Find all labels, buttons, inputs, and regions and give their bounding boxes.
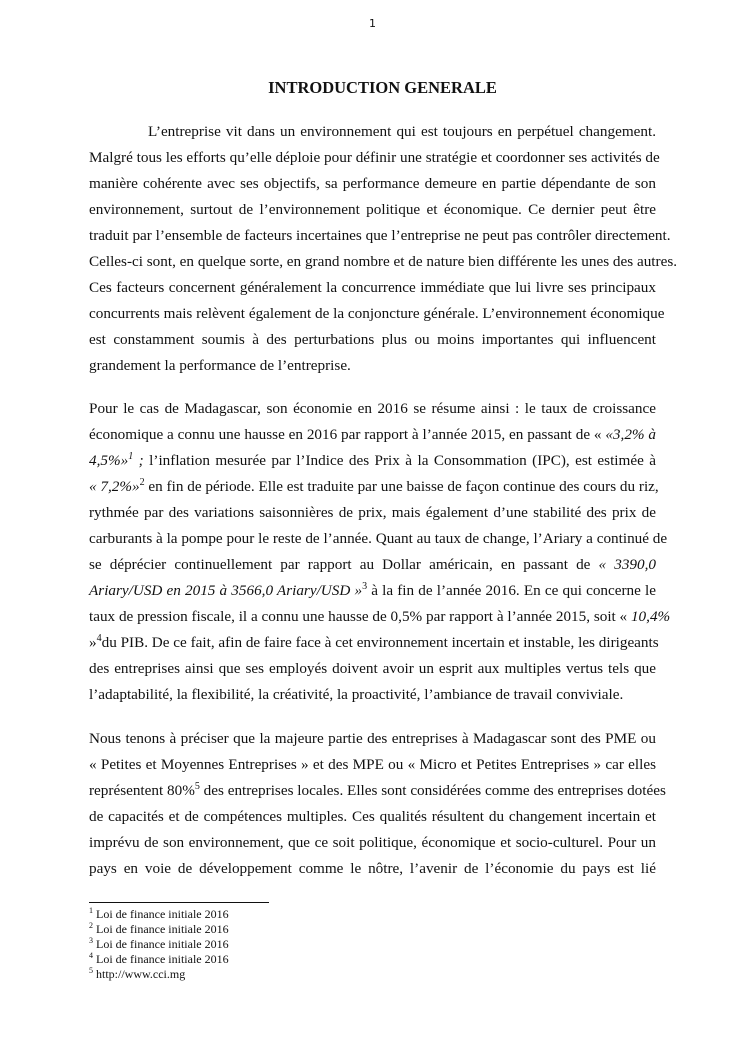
footnote-reference: 1 bbox=[128, 450, 134, 462]
text-line bbox=[89, 327, 656, 353]
text-line bbox=[89, 448, 656, 474]
footnote-reference: 4 bbox=[96, 632, 102, 644]
text-line bbox=[89, 552, 656, 578]
text-segment: Nous tenons à préciser que la majeure partie des entreprises à Madagascar sont des PME ou bbox=[89, 730, 656, 747]
page-title: INTRODUCTION GENERALE bbox=[268, 78, 497, 97]
text-line bbox=[89, 830, 656, 856]
text-segment: à la fin de l’année 2016. En ce qui concerne le bbox=[367, 582, 656, 599]
footnote bbox=[89, 937, 229, 952]
text-segment: des entreprises ainsi que ses employés doivent avoir un esprit aux multiples vertus tels que bbox=[89, 660, 656, 677]
text-segment: du PIB. De ce fait, afin de faire face à cet environnement incertain et instable, les dirigeants bbox=[101, 634, 659, 651]
text-segment: l’inflation mesurée par l’Indice des Prix à la Consommation (IPC), est estimée à bbox=[143, 452, 656, 469]
text-line bbox=[89, 422, 656, 448]
text-line bbox=[89, 656, 656, 682]
text-segment: » bbox=[89, 634, 97, 651]
footnote-number: 5 bbox=[89, 966, 93, 975]
text-line bbox=[89, 604, 671, 630]
footnote-text: Loi de finance initiale 2016 bbox=[96, 937, 229, 951]
text-segment: environnement, surtout de l’environnement politique et économique. Ce dernier peut être bbox=[89, 201, 656, 218]
text-segment: concurrents mais relèvent également de la conjoncture générale. L’environnement économique bbox=[89, 305, 665, 322]
footnote-number: 1 bbox=[89, 906, 93, 915]
text-segment: Ariary/USD en 2015 à 3566,0 Ariary/USD » bbox=[89, 582, 363, 599]
text-line bbox=[89, 526, 668, 552]
paragraph-2 bbox=[89, 396, 671, 708]
paragraph-3 bbox=[89, 726, 666, 882]
footnote-reference: 3 bbox=[362, 580, 368, 592]
text-segment: Pour le cas de Madagascar, son économie en 2016 se résume ainsi : le taux de croissance bbox=[89, 400, 656, 417]
text-segment: L’entreprise vit dans un environnement qui est toujours en perpétuel changement. bbox=[148, 123, 656, 140]
footnote-number: 4 bbox=[89, 951, 93, 960]
text-line bbox=[89, 630, 659, 656]
text-line bbox=[89, 171, 656, 197]
text-segment: « Petites et Moyennes Entreprises » et des MPE ou « Micro et Petites Entreprises » car elles bbox=[89, 756, 656, 773]
footnote-text: Loi de finance initiale 2016 bbox=[96, 907, 229, 921]
text-line bbox=[89, 752, 656, 778]
text-line bbox=[89, 301, 665, 327]
text-segment: 4,5%» bbox=[89, 452, 129, 469]
text-line bbox=[89, 778, 666, 804]
text-segment: Malgré tous les efforts qu’elle déploie pour définir une stratégie et coordonner ses activités de bbox=[89, 149, 660, 166]
text-line bbox=[89, 682, 656, 708]
text-segment: représentent 80% bbox=[89, 782, 195, 799]
footnote[interactable] bbox=[89, 967, 229, 982]
footnote-text: Loi de finance initiale 2016 bbox=[96, 922, 229, 936]
text-segment: Celles-ci sont, en quelque sorte, en grand nombre et de nature bien différente les unes des autres. bbox=[89, 253, 678, 270]
footnotes bbox=[89, 907, 229, 982]
text-segment: « 3390,0 bbox=[598, 556, 656, 573]
text-segment: rythmée par des variations saisonnières de prix, mais également d’une stabilité des prix de bbox=[89, 504, 656, 521]
footnote-number: 2 bbox=[89, 921, 93, 930]
text-line bbox=[89, 804, 656, 830]
text-line bbox=[89, 249, 678, 275]
text-segment: ; bbox=[133, 452, 144, 469]
text-segment: grandement la performance de l’entreprise. bbox=[89, 357, 351, 374]
text-segment: est constamment soumis à des perturbations plus ou moins importantes qui influencent bbox=[89, 331, 656, 348]
text-segment: en fin de période. Elle est traduite par une baisse de façon continue des cours du riz, bbox=[144, 478, 659, 495]
footnote-separator bbox=[89, 902, 269, 903]
text-segment: des entreprises locales. Elles sont considérées comme des entreprises dotées bbox=[199, 782, 666, 799]
text-line bbox=[89, 474, 659, 500]
text-line bbox=[89, 197, 656, 223]
footnote-reference: 5 bbox=[194, 780, 200, 792]
text-segment: taux de pression fiscale, il a connu une hausse de 0,5% par rapport à l’année 2015, soit « bbox=[89, 608, 631, 625]
text-segment: pays en voie de développement comme le nôtre, l’avenir de l’économie du pays est lié bbox=[89, 860, 656, 877]
text-line bbox=[89, 500, 656, 526]
text-segment: de capacités et de compétences multiples. Ces qualités résultent du changement incertain et bbox=[89, 808, 656, 825]
footnote-reference: 2 bbox=[139, 476, 145, 488]
text-line bbox=[89, 396, 656, 422]
text-segment: économique a connu une hausse en 2016 par rapport à l’année 2015, en passant de « bbox=[89, 426, 606, 443]
text-line bbox=[89, 578, 656, 604]
text-segment: se déprécier continuellement par rapport au Dollar américain, en passant de bbox=[89, 556, 599, 573]
text-segment: « 7,2%» bbox=[89, 478, 140, 495]
text-line bbox=[89, 275, 656, 301]
page-number: 1 bbox=[369, 17, 376, 30]
text-line bbox=[89, 726, 656, 752]
text-segment: Ces facteurs concernent généralement la concurrence immédiate que lui livre ses principaux bbox=[89, 279, 656, 296]
footnote-number: 3 bbox=[89, 936, 93, 945]
text-segment: l’adaptabilité, la flexibilité, la créativité, la proactivité, l’ambiance de travail conviviale. bbox=[89, 686, 624, 703]
text-line bbox=[89, 145, 660, 171]
footnote bbox=[89, 952, 229, 967]
text-segment: traduit par l’ensemble de facteurs incertaines que l’entreprise ne peut pas contrôler directement. bbox=[89, 227, 671, 244]
text-line bbox=[89, 119, 656, 145]
footnote bbox=[89, 907, 229, 922]
footnote-text: Loi de finance initiale 2016 bbox=[96, 952, 229, 966]
paragraph-1 bbox=[89, 119, 678, 379]
footnote bbox=[89, 922, 229, 937]
text-segment: manière cohérente avec ses objectifs, sa performance demeure en partie dépendante de son bbox=[89, 175, 656, 192]
text-line bbox=[89, 856, 656, 882]
footnote-text: http://www.cci.mg bbox=[96, 967, 186, 981]
text-segment: 10,4% bbox=[630, 608, 671, 625]
text-segment: carburants à la pompe pour le reste de l’année. Quant au taux de change, l’Ariary a continué de bbox=[89, 530, 668, 547]
text-segment: imprévu de son environnement, que ce soit politique, économique et socio-culturel. Pour un bbox=[89, 834, 656, 851]
text-line bbox=[89, 223, 671, 249]
text-segment: «3,2% à bbox=[605, 426, 656, 443]
text-line bbox=[89, 353, 656, 379]
